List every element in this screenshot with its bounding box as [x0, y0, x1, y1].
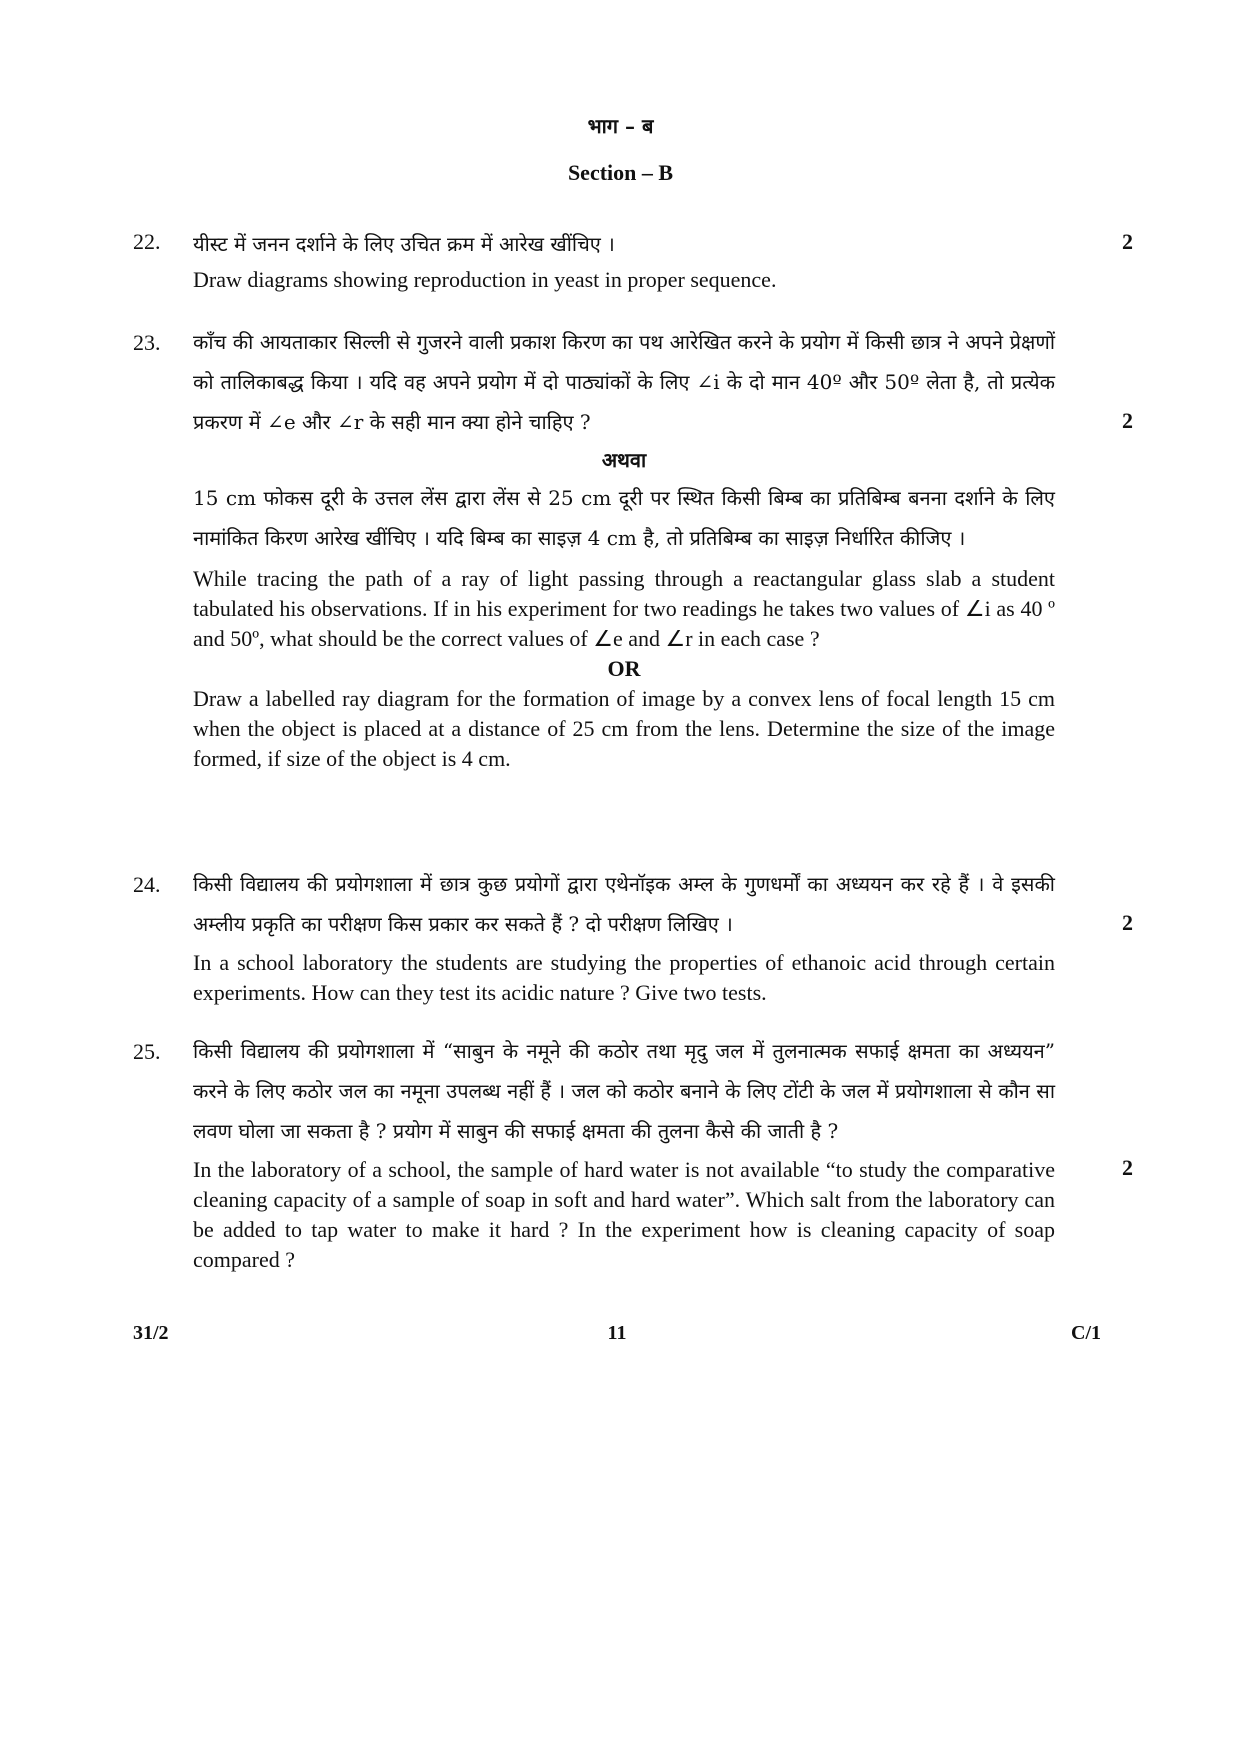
question-text-english: While tracing the path of a ray of light passing through a reactangular glass slab a student tabulated his observations. If in his experiment for two readings he takes two values of ∠i as 40 º and 50º, what should be the correct values of ∠e and ∠r in each case ?: [193, 566, 1055, 651]
question-marks: 2: [1122, 1155, 1133, 1180]
set-code: C/1: [1071, 1322, 1101, 1344]
section-title-hindi: भाग – ब: [587, 114, 654, 138]
section-title-english: Section – B: [567, 160, 674, 185]
question-text-english: Draw diagrams showing reproduction in yeast in proper sequence.: [193, 267, 777, 292]
question-marks: 2: [1122, 229, 1133, 254]
paper-code: 31/2: [133, 1322, 169, 1344]
question-marks: 2: [1122, 910, 1133, 935]
alternate-question-hindi: 15 cm फोकस दूरी के उत्तल लेंस द्वारा लेंस से 25 cm दूरी पर स्थित किसी बिम्ब का प्रतिबिम्ब बनना दर्शाने के लिए नामांकित किरण आरेख खींचिए । यदि बिम्ब का साइज़ 4 cm है, तो प्रतिबिम्ब का साइज़ निर्धारित कीजिए ।: [193, 486, 1055, 550]
question-text-english: In the laboratory of a school, the sample of hard water is not available “to study the comparative cleaning capacity of a sample of soap in soft and hard water”. Which salt from the laboratory can be added to tap water to make it hard ? In the experiment how is cleaning capacity of soap compared ?: [193, 1157, 1055, 1272]
question-24: [133, 864, 1133, 1008]
question-number: 24.: [133, 872, 161, 897]
question-marks: 2: [1122, 408, 1133, 433]
question-text-english: In a school laboratory the students are studying the properties of ethanoic acid through certain experiments. How can they test its acidic nature ? Give two tests.: [193, 950, 1055, 1005]
question-text-hindi: किसी विद्यालय की प्रयोगशाला में छात्र कुछ प्रयोगों द्वारा एथेनॉइक अम्ल के गुणधर्मों का अध्ययन कर रहे हैं । वे इसकी अम्लीय प्रकृति का परीक्षण किस प्रकार कर सकते हैं ? दो परीक्षण लिखिए ।: [193, 872, 1055, 936]
question-25: [133, 1031, 1133, 1275]
question-text-hindi: यीस्ट में जनन दर्शाने के लिए उचित क्रम में आरेख खींचिए ।: [193, 232, 615, 256]
alternate-question-english: Draw a labelled ray diagram for the formation of image by a convex lens of focal length 15 cm when the object is placed at a distance of 25 cm from the lens. Determine the size of the image formed, if size of the object is 4 cm.: [193, 686, 1055, 771]
question-22: [133, 229, 1133, 295]
question-number: 23.: [133, 330, 161, 355]
or-separator-english: OR: [607, 656, 641, 681]
question-23: [133, 322, 1133, 774]
question-text-hindi: किसी विद्यालय की प्रयोगशाला में “साबुन के नमूने की कठोर तथा मृदु जल में तुलनात्मक सफाई क्षमता का अध्ययन” करने के लिए कठोर जल का नमूना उपलब्ध नहीं हैं । जल को कठोर बनाने के लिए टोंटी के जल में प्रयोगशाला से कौन सा लवण घोला जा सकता है ? प्रयोग में साबुन की सफाई क्षमता की तुलना कैसे की जाती है ?: [193, 1039, 1055, 1143]
question-number: 25.: [133, 1039, 161, 1064]
or-separator-hindi: अथवा: [601, 448, 647, 472]
question-text-hindi: काँच की आयताकार सिल्ली से गुजरने वाली प्रकाश किरण का पथ आरेखित करने के प्रयोग में किसी छात्र ने अपने प्रेक्षणों को तालिकाबद्ध किया । यदि वह अपने प्रयोग में दो पाठ्यांकों के लिए ∠i के दो मान 40º और 50º लेता है, तो प्रत्येक प्रकरण में ∠e और ∠r के सही मान क्या होने चाहिए ?: [193, 330, 1055, 434]
page-number: 11: [607, 1322, 627, 1344]
question-number: 22.: [133, 229, 161, 254]
